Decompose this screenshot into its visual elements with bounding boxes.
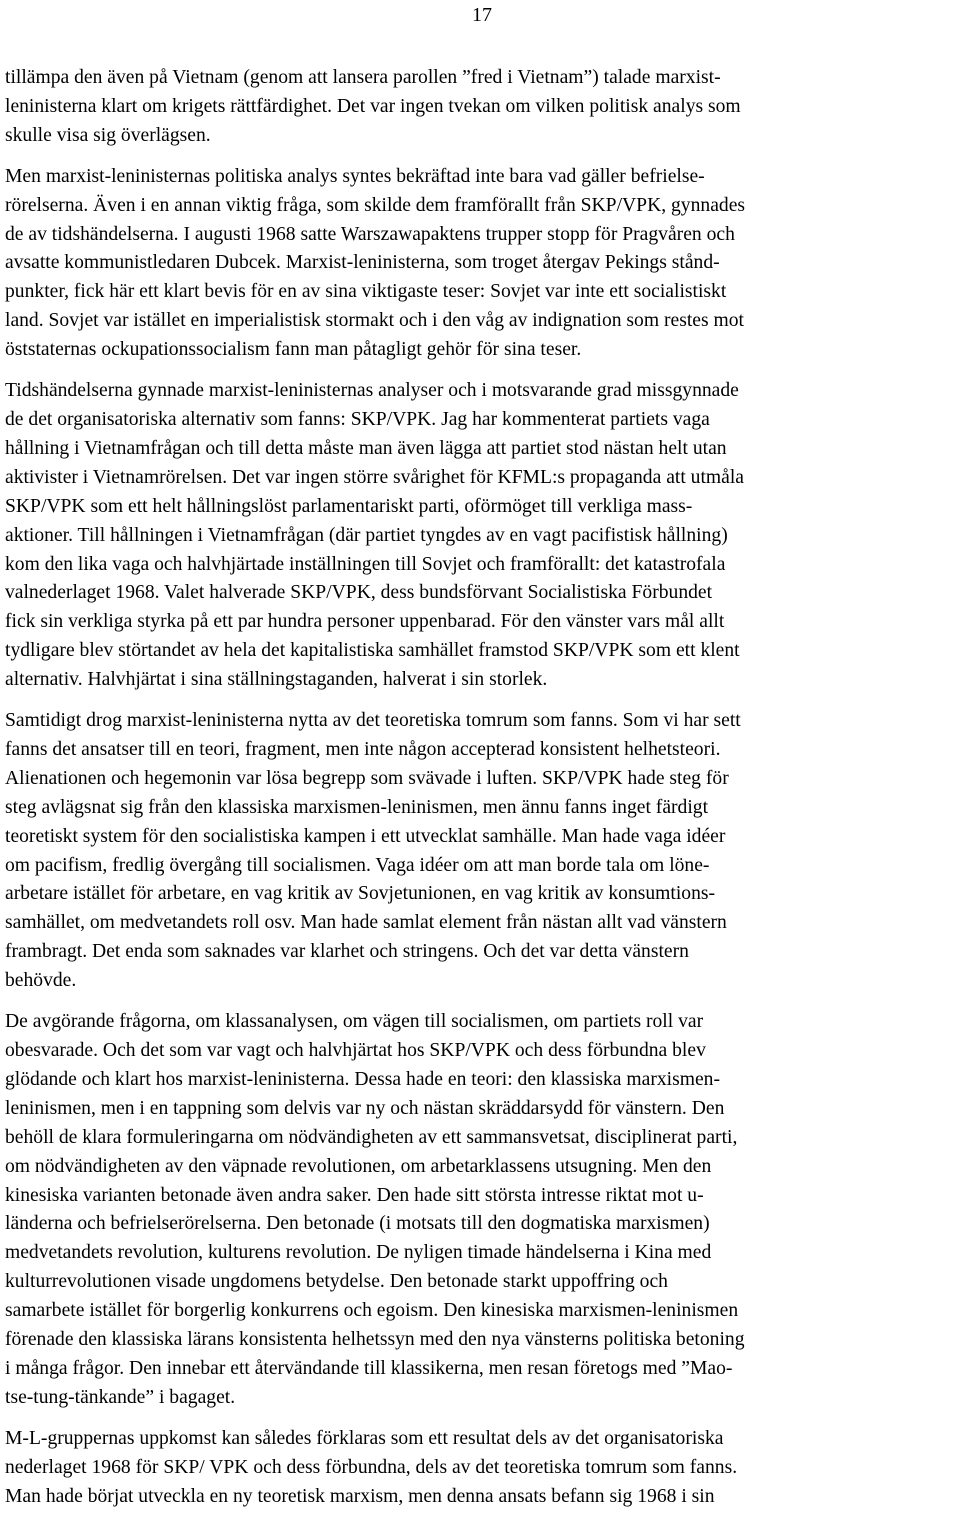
text-line: glödande och klart hos marxist-leninisterna. Dessa hade en teori: den klassiska marxismen- [5,1068,720,1090]
text-line: valnederlaget 1968. Valet halverade SKP/VPK, dess bundsförvant Socialistiska Förbundet [5,582,713,604]
text-line: fick sin verkliga styrka på ett par hundra personer uppenbarad. För den vänster vars mål allt [5,611,725,633]
text-line: behöll de klara formuleringarna om nödvändigheten av ett sammansvetsat, disciplinerat parti, [5,1126,738,1148]
text-line: i många frågor. Den innebar ett återvändande till klassikerna, men resan företogs med ”Mao- [5,1357,733,1379]
text-line: Tidshändelserna gynnade marxist-leninisternas analyser och i motsvarande grad missgynnade [5,380,739,402]
text-line: nederlaget 1968 för SKP/ VPK och dess förbundna, dels av det teoretiska tomrum som fanns. [5,1456,738,1478]
text-line: skulle visa sig överlägsen. [5,124,211,146]
text-line: alternativ. Halvhjärtat i sina ställningstaganden, halverat i sin storlek. [5,669,548,691]
text-line: Samtidigt drog marxist-leninisterna nytta av det teoretiska tomrum som fanns. Som vi har sett [5,710,741,732]
text-line: tse-tung-tänkande” i bagaget. [5,1386,236,1408]
text-line: arbetare istället för arbetare, en vag kritik av Sovjetunionen, en vag kritik av konsumtions- [5,883,716,905]
paragraph-3 [5,377,955,695]
text-line: SKP/VPK som ett helt hållningslöst parlamentariskt parti, oförmöget till verkliga mass- [5,495,693,517]
text-line: De avgörande frågorna, om klassanalysen, om vägen till socialismen, om partiets roll var [5,1011,704,1033]
text-line: om nödvändigheten av den väpnade revolutionen, om arbetarklassens utsugning. Men den [5,1155,712,1177]
text-line: aktivister i Vietnamrörelsen. Det var ingen större svårighet för KFML:s propaganda att utmåla [5,466,745,488]
text-line: de det organisatoriska alternativ som fanns: SKP/VPK. Jag har kommenterat partiets vaga [5,408,710,430]
text-line: behövde. [5,970,77,992]
text-line: punkter, fick här ett klart bevis för en av sina viktigaste teser: Sovjet var inte ett socialistiskt [5,281,727,303]
paragraph-5 [5,1008,955,1413]
text-line: kinesiska varianten betonade även andra saker. Den hade sitt största intresse riktat mot u- [5,1184,704,1206]
text-line: land. Sovjet var istället en imperialistisk stormakt och i den våg av indignation som restes mot [5,310,744,332]
text-line: förenade den klassiska lärans konsistenta helhetssyn med den nya vänsterns politiska betoning [5,1329,745,1351]
paragraph-2 [5,163,955,365]
text-line: teoretiskt system för den socialistiska kampen i ett utvecklat samhälle. Man hade vaga idéer [5,825,726,847]
document-body [5,64,955,1512]
text-line: öststaternas ockupationssocialism fann man påtagligt gehör för sina teser. [5,339,582,361]
paragraph-6 [5,1425,955,1512]
text-line: medvetandets revolution, kulturens revolution. De nyligen timade händelserna i Kina med [5,1242,712,1264]
text-line: Men marxist-leninisternas politiska analys syntes bekräftad inte bara vad gäller befrielse- [5,165,705,187]
text-line: kulturrevolutionen visade ungdomens betydelse. Den betonade starkt uppoffring och [5,1271,668,1293]
text-line: länderna och befrielserörelserna. Den betonade (i motsats till den dogmatiska marxismen) [5,1213,710,1235]
text-line: steg avlägsnat sig från den klassiska marxismen-leninismen, men ännu fanns inget färdigt [5,796,709,818]
text-line: tillämpa den även på Vietnam (genom att lansera parollen ”fred i Vietnam”) talade marxist- [5,67,721,88]
text-line: tydligare blev störtandet av hela det kapitalistiska samhället framstod SKP/VPK som ett klent [5,640,740,662]
text-line: de av tidshändelserna. I augusti 1968 satte Warszawapaktens trupper stopp för Pragvåren och [5,223,735,245]
text-line: Man hade börjat utveckla en ny teoretisk marxism, men denna ansats befann sig 1968 i sin [5,1485,715,1507]
text-line: samhället, om medvetandets roll osv. Man hade samlat element från nästan allt vad vänstern [5,912,727,934]
paragraph-1 [5,64,955,151]
text-line: avsatte kommunistledaren Dubcek. Marxist-leninisterna, som troget återgav Pekings stånd- [5,252,720,274]
text-line: om pacifism, fredlig övergång till socialismen. Vaga idéer om att man borde tala om löne- [5,854,710,876]
text-line: leninismen, men i en tappning som delvis var ny och nästan skräddarsydd för vänstern. Den [5,1097,725,1119]
text-line: frambragt. Det enda som saknades var klarhet och stringens. Och det var detta vänstern [5,941,689,963]
text-line: M-L-gruppernas uppkomst kan således förklaras som ett resultat dels av det organisatoriska [5,1427,724,1449]
text-line: hållning i Vietnamfrågan och till detta måste man även lägga att partiet stod nästan helt utan [5,437,727,459]
text-line: obesvarade. Och det som var vagt och halvhjärtat hos SKP/VPK och dess förbundna blev [5,1040,706,1061]
text-line: fanns det ansatser till en teori, fragment, men inte någon accepterad konsistent helhetsteori. [5,738,721,760]
paragraph-4 [5,707,955,996]
text-line: aktioner. Till hållningen i Vietnamfrågan (där partiet tyngdes av en vagt pacifistisk hållning) [5,524,728,546]
text-line: samarbete istället för borgerlig konkurrens och egoism. Den kinesiska marxismen-leninismen [5,1300,739,1322]
text-line: Alienationen och hegemonin var lösa begrepp som svävade i luften. SKP/VPK hade steg för [5,767,729,789]
page-number: 17 [472,4,492,26]
text-line: leninisterna klart om krigets rättfärdighet. Det var ingen tvekan om vilken politisk analys som [5,95,741,117]
text-line: rörelserna. Även i en annan viktig fråga, som skilde dem framförallt från SKP/VPK, gynnades [5,194,746,216]
text-line: kom den lika vaga och halvhjärtade inställningen till Sovjet och framförallt: det katastrofala [5,553,726,575]
